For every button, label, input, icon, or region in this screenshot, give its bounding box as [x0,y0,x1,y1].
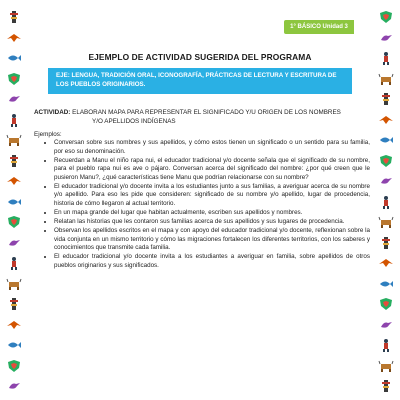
examples-label: Ejemplos: [34,131,62,138]
totem-icon [6,154,22,168]
totem-icon [378,379,394,393]
ox-icon [378,72,394,86]
list-item: • El educador tradicional y/o docente invita a los estudiantes junto a sus familias, a averiguar acerca de su nombre y/o apellido. Para eso les pide que consideren: significado de su nombre y/o apellido, lugar de procedencia, historia de cómo llegaron al actual territorio. [54,183,370,209]
totem-icon [6,297,22,311]
shield-icon [6,215,22,229]
ox-icon [378,215,394,229]
condor-icon [6,174,22,188]
left-decorative-strip [0,0,28,400]
fish-icon [6,195,22,209]
condor-icon [6,31,22,45]
totem-icon [6,10,22,24]
right-decorative-strip [372,0,400,400]
axis-banner [48,68,352,94]
fish-icon [6,51,22,65]
shield-icon [378,297,394,311]
list-item: • Recuerdan a Manu el niño rapa nui, el educador tradicional y/o docente señala que el significado de su nombre, para el pueblo rapa nui es ave o pájaro. Conversan acerca del significado del nombre: ¿por qué creen que le pusieron Manu?, ¿qué características tiene Manu que podrían relacionarse con su nombre? [54,157,370,183]
totem-icon [378,92,394,106]
fish-icon [6,338,22,352]
bird-icon [6,379,22,393]
list-item: • Relatan las historias que les contaron sus familias acerca de sus apellidos y sus lugares de procedencia. [54,218,370,227]
shield-icon [378,10,394,24]
ox-icon [6,133,22,147]
list-item: • El educador tradicional y/o docente invita a los estudiantes a averiguar en familia, sobre apellidos de otros pueblos originarios y sus significados. [54,253,370,270]
ox-icon [6,277,22,291]
condor-icon [378,113,394,127]
examples-list [40,139,370,271]
condor-icon [378,256,394,270]
figure-icon [6,113,22,127]
activity-label: ACTIVIDAD: [34,109,71,116]
activity-title-line2: Y/O APELLIDOS INDÍGENAS [92,117,176,125]
page-title: EJEMPLO DE ACTIVIDAD SUGERIDA DEL PROGRAMA [88,52,312,62]
list-item: • En un mapa grande del lugar que habitan actualmente, escriben sus apellidos y nombres. [54,209,370,218]
figure-icon [378,338,394,352]
figure-icon [378,195,394,209]
bird-icon [6,236,22,250]
shield-icon [378,154,394,168]
activity-heading [34,109,354,126]
ox-icon [378,359,394,373]
figure-icon [6,256,22,270]
totem-icon [378,236,394,250]
list-item: • Observan los apellidos escritos en el mapa y con apoyo del educador tradicional y/o docente, reflexionan sobre la vida conjunta en un mismo territorio y cómo las migraciones fortalecen los diferentes territorios, con los saberes y conocimientos que transmite cada familia. [54,227,370,253]
axis-text: EJE: LENGUA, TRADICIÓN ORAL, ICONOGRAFÍA, PRÁCTICAS DE LECTURA Y ESCRITURA DE LOS PUEBLOS ORIGINARIOS. [56,72,337,88]
bird-icon [378,174,394,188]
fish-icon [378,133,394,147]
unit-tab: 1° BÁSICO Unidad 3 [284,20,354,34]
bird-icon [6,92,22,106]
shield-icon [6,359,22,373]
bird-icon [378,318,394,332]
list-item: • Conversan sobre sus nombres y sus apellidos, y cómo estos tienen un significado o un sentido para su familia, por eso su denominación. [54,139,370,156]
bird-icon [378,31,394,45]
activity-title-line1: ELABORAN MAPA PARA REPRESENTAR EL SIGNIFICADO Y/U ORIGEN DE LOS NOMBRES [72,109,341,116]
fish-icon [378,277,394,291]
figure-icon [378,51,394,65]
shield-icon [6,72,22,86]
condor-icon [6,318,22,332]
